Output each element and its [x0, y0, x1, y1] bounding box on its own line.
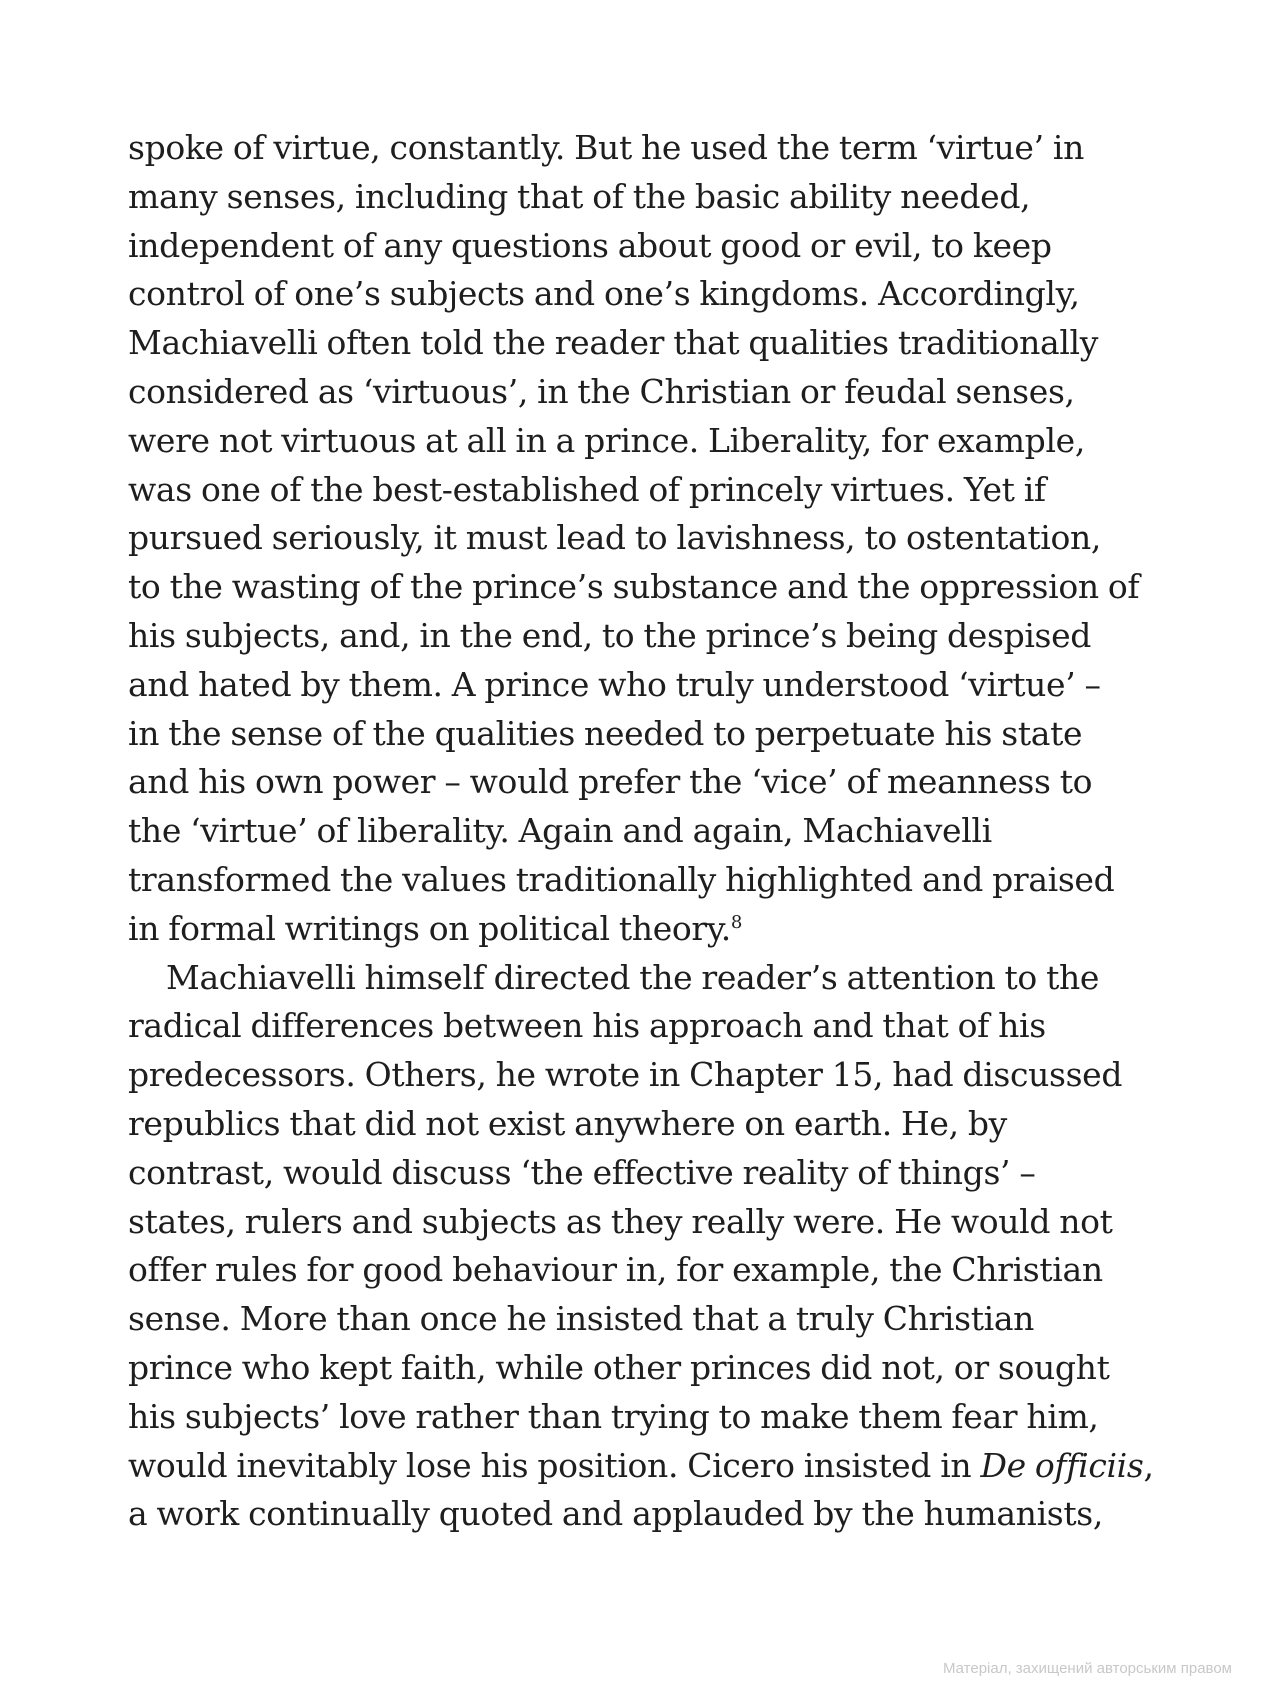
text-line: sense. More than once he insisted that a truly Christian	[128, 1299, 1035, 1339]
text-line: prince who kept faith, while other princes did not, or sought	[128, 1347, 1110, 1387]
text-line: Machiavelli often told the reader that qualities traditionally	[128, 323, 1099, 363]
text-line: republics that did not exist anywhere on earth. He, by	[128, 1103, 1007, 1143]
text-line: many senses, including that of the basic ability needed,	[128, 176, 1031, 216]
text-line-content: in formal writings on political theory.	[128, 908, 731, 948]
text-line: independent of any questions about good or evil, to keep	[128, 225, 1052, 265]
text-line	[128, 1442, 1188, 1491]
text-line: a work continually quoted and applauded by the humanists,	[128, 1494, 1103, 1534]
text-line: was one of the best-established of princely virtues. Yet if	[128, 469, 1046, 509]
text-line: pursued seriously, it must lead to lavishness, to ostentation,	[128, 518, 1102, 558]
text-line: the ‘virtue’ of liberality. Again and again, Machiavelli	[128, 811, 992, 851]
text-line-content: his subjects’ love rather than trying to make them fear him	[128, 1396, 1089, 1436]
text-line: transformed the values traditionally highlighted and praised	[128, 859, 1115, 899]
text-line: considered as ‘virtuous’, in the Christian or feudal senses,	[128, 371, 1075, 411]
book-title-italic: De officiis	[980, 1445, 1144, 1485]
text-line: Machiavelli himself directed the reader’s attention to the	[166, 957, 1100, 997]
text-line: predecessors. Others, he wrote in Chapter 15, had discussed	[128, 1055, 1123, 1095]
text-line: and hated by them. A prince who truly understood ‘virtue’ –	[128, 664, 1101, 704]
footnote-marker[interactable]: 8	[730, 911, 742, 933]
text-line-content: would inevitably lose his position. Cicero insisted in	[128, 1445, 981, 1485]
text-line: states, rulers and subjects as they really were. He would not	[128, 1201, 1113, 1241]
text-line: contrast, would discuss ‘the effective reality of things’ –	[128, 1152, 1036, 1192]
text-line: spoke of virtue, constantly. But he used the term ‘virtue’ in	[128, 128, 1084, 167]
text-line: control of one’s subjects and one’s kingdoms. Accordingly,	[128, 274, 1080, 314]
text-line: in the sense of the qualities needed to perpetuate his state	[128, 713, 1083, 753]
copyright-watermark: Матеріал, захищений авторським правом	[942, 1660, 1232, 1677]
text-line: to the wasting of the prince’s substance and the oppression of	[128, 567, 1140, 607]
body-text	[128, 124, 1188, 1539]
text-line	[128, 905, 1188, 954]
text-line: his subjects’ love rather than trying to make them fear him,	[128, 1396, 1099, 1436]
text-line-punct: ,	[1143, 1445, 1154, 1485]
text-line: his subjects, and, in the end, to the prince’s being despised	[128, 615, 1092, 655]
text-line: were not virtuous at all in a prince. Liberality, for example,	[128, 420, 1085, 460]
text-line: radical differences between his approach and that of his	[128, 1006, 1046, 1046]
text-line: offer rules for good behaviour in, for example, the Christian	[128, 1250, 1103, 1290]
text-line: and his own power – would prefer the ‘vice’ of meanness to	[128, 762, 1093, 802]
